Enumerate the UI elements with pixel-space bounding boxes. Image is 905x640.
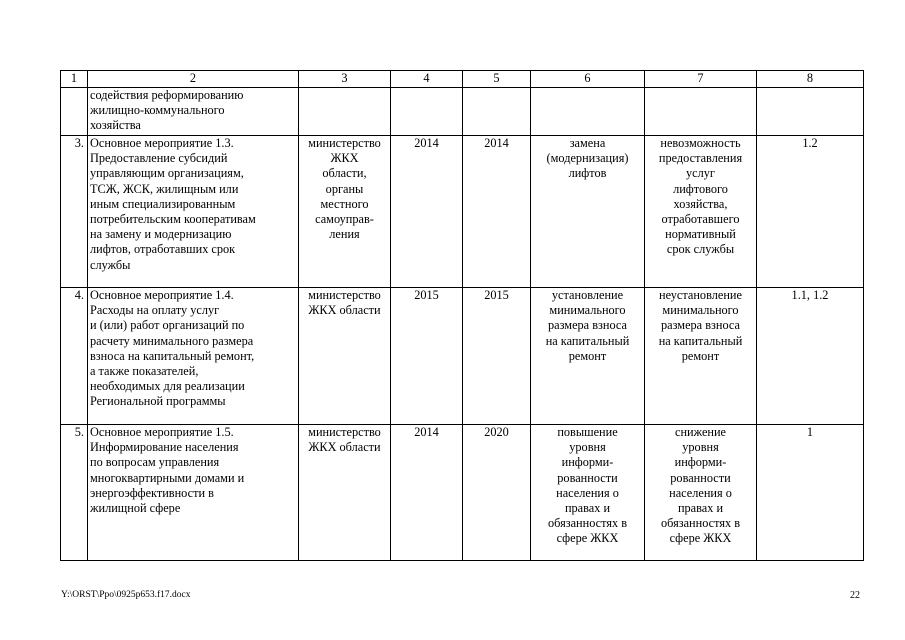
consequence-line: обязанностях в xyxy=(660,516,741,531)
name-line: жилищной сфере xyxy=(90,501,181,516)
consequence-line: неустановление xyxy=(659,288,742,302)
indicators-cell: 1.2 xyxy=(757,136,864,288)
result-line: обязанностях в xyxy=(547,516,628,531)
consequence-line: уровня xyxy=(682,440,719,455)
result-cell xyxy=(531,425,645,561)
consequence-line: населения о xyxy=(669,485,732,500)
executor-line: ЖКХ области xyxy=(308,303,381,318)
name-line: хозяйства xyxy=(90,118,141,133)
result-line: информи- xyxy=(561,455,614,470)
file-path-footer: Y:\ORST\Ppo\0925p653.f17.docx xyxy=(61,590,191,600)
table-row xyxy=(61,425,864,561)
consequence-line: информи- xyxy=(674,455,727,470)
consequence-cell xyxy=(645,288,757,425)
result-line: населения о xyxy=(556,485,619,500)
name-line: взноса на капитальный ремонт, xyxy=(90,348,255,363)
consequence-line: минимального xyxy=(662,303,739,318)
name-line: службы xyxy=(90,257,131,272)
header-cell-8: 8 xyxy=(757,71,864,88)
name-line: расчету минимального размера xyxy=(90,333,254,348)
executor-cell xyxy=(299,425,391,561)
name-line: Региональной программы xyxy=(90,394,226,409)
table-row-continuation xyxy=(61,88,864,136)
result-line: рованности xyxy=(557,470,618,485)
name-line: и (или) работ организаций по xyxy=(90,318,245,333)
executor-cell xyxy=(299,136,391,288)
header-cell-6: 6 xyxy=(531,71,645,88)
result-line: ремонт xyxy=(568,348,607,363)
indicators-cell: 1 xyxy=(757,425,864,561)
table-row xyxy=(61,288,864,425)
header-cell-4: 4 xyxy=(391,71,463,88)
name-line: Основное мероприятие 1.4. xyxy=(90,288,234,302)
consequence-cell xyxy=(645,136,757,288)
consequence-line: рованности xyxy=(670,470,731,485)
result-line: замена xyxy=(569,136,606,150)
header-cell-5: 5 xyxy=(463,71,531,88)
indicators-cell xyxy=(757,88,864,136)
header-cell-1: 1 xyxy=(61,71,88,88)
name-line: потребительским кооперативам xyxy=(90,212,256,227)
result-line: повышение xyxy=(557,425,618,439)
result-line: сфере ЖКХ xyxy=(556,531,619,546)
activity-name-cell xyxy=(88,288,299,425)
result-cell xyxy=(531,88,645,136)
name-line: Предоставление субсидий xyxy=(90,151,228,166)
name-line: ТСЖ, ЖСК, жилищным или xyxy=(90,181,239,196)
executor-line: ЖКХ xyxy=(330,151,359,166)
start-year-cell xyxy=(391,88,463,136)
table-header-row xyxy=(61,71,864,88)
executor-line: самоуправ- xyxy=(315,212,374,227)
program-activities-table xyxy=(60,70,864,561)
activity-name-cell xyxy=(88,425,299,561)
executor-line: ления xyxy=(329,227,360,242)
executor-line: министерство xyxy=(308,288,381,302)
consequence-line: услуг xyxy=(686,166,715,181)
name-line: содействия реформированию xyxy=(90,88,244,102)
consequence-line: срок службы xyxy=(666,242,735,257)
activity-name-cell xyxy=(88,88,299,136)
consequence-line: снижение xyxy=(674,425,727,439)
name-line: Основное мероприятие 1.5. xyxy=(90,425,234,439)
result-cell xyxy=(531,288,645,425)
consequence-cell xyxy=(645,88,757,136)
name-line: жилищно-коммунального xyxy=(90,103,225,118)
name-line: необходимых для реализации xyxy=(90,379,245,394)
row-number-cell: 3. xyxy=(61,136,88,288)
header-cell-3: 3 xyxy=(299,71,391,88)
activity-name-cell xyxy=(88,136,299,288)
end-year-cell: 2015 xyxy=(463,288,531,425)
table-row xyxy=(61,136,864,288)
consequence-line: хозяйства, xyxy=(673,196,728,211)
end-year-cell: 2020 xyxy=(463,425,531,561)
consequence-line: лифтового xyxy=(673,181,728,196)
name-line: Расходы на оплату услуг xyxy=(90,303,220,318)
executor-line: местного xyxy=(320,196,369,211)
consequence-line: сфере ЖКХ xyxy=(669,531,732,546)
executor-line: органы xyxy=(325,181,364,196)
consequence-line: предоставления xyxy=(658,151,743,166)
name-line: а также показателей, xyxy=(90,364,199,379)
consequence-line: нормативный xyxy=(665,227,736,242)
row-number-cell: 4. xyxy=(61,288,88,425)
row-number-cell: 5. xyxy=(61,425,88,561)
result-cell xyxy=(531,136,645,288)
consequence-line: ремонт xyxy=(681,348,720,363)
executor-line: министерство xyxy=(308,425,381,439)
indicators-cell: 1.1, 1.2 xyxy=(757,288,864,425)
end-year-cell xyxy=(463,88,531,136)
consequence-line: невозможность xyxy=(660,136,741,150)
executor-line: области, xyxy=(322,166,367,181)
header-cell-7: 7 xyxy=(645,71,757,88)
executor-line: ЖКХ области xyxy=(308,440,381,455)
name-line: энергоэффективности в xyxy=(90,485,214,500)
page-number: 22 xyxy=(850,590,860,601)
header-cell-2: 2 xyxy=(88,71,299,88)
result-line: (модернизация) xyxy=(546,151,629,166)
row-number-cell xyxy=(61,88,88,136)
result-line: установление xyxy=(551,288,624,302)
name-line: лифтов, отработавших срок xyxy=(90,242,236,257)
start-year-cell: 2014 xyxy=(391,136,463,288)
consequence-line: размера взноса xyxy=(661,318,740,333)
result-line: правах и xyxy=(564,501,611,516)
result-line: размера взноса xyxy=(548,318,627,333)
start-year-cell: 2014 xyxy=(391,425,463,561)
consequence-line: отработавшего xyxy=(661,212,740,227)
end-year-cell: 2014 xyxy=(463,136,531,288)
result-line: минимального xyxy=(549,303,626,318)
name-line: Основное мероприятие 1.3. xyxy=(90,136,234,150)
name-line: Информирование населения xyxy=(90,440,239,455)
consequence-cell xyxy=(645,425,757,561)
name-line: на замену и модернизацию xyxy=(90,227,232,242)
result-line: лифтов xyxy=(568,166,607,181)
result-line: уровня xyxy=(569,440,606,455)
executor-cell xyxy=(299,288,391,425)
name-line: по вопросам управления xyxy=(90,455,220,470)
executor-cell xyxy=(299,88,391,136)
name-line: управляющим организациям, xyxy=(90,166,244,181)
result-line: на капитальный xyxy=(545,333,630,348)
executor-line: министерство xyxy=(308,136,381,150)
consequence-line: правах и xyxy=(677,501,724,516)
consequence-line: на капитальный xyxy=(658,333,743,348)
name-line: иным специализированным xyxy=(90,196,236,211)
name-line: многоквартирными домами и xyxy=(90,470,245,485)
start-year-cell: 2015 xyxy=(391,288,463,425)
